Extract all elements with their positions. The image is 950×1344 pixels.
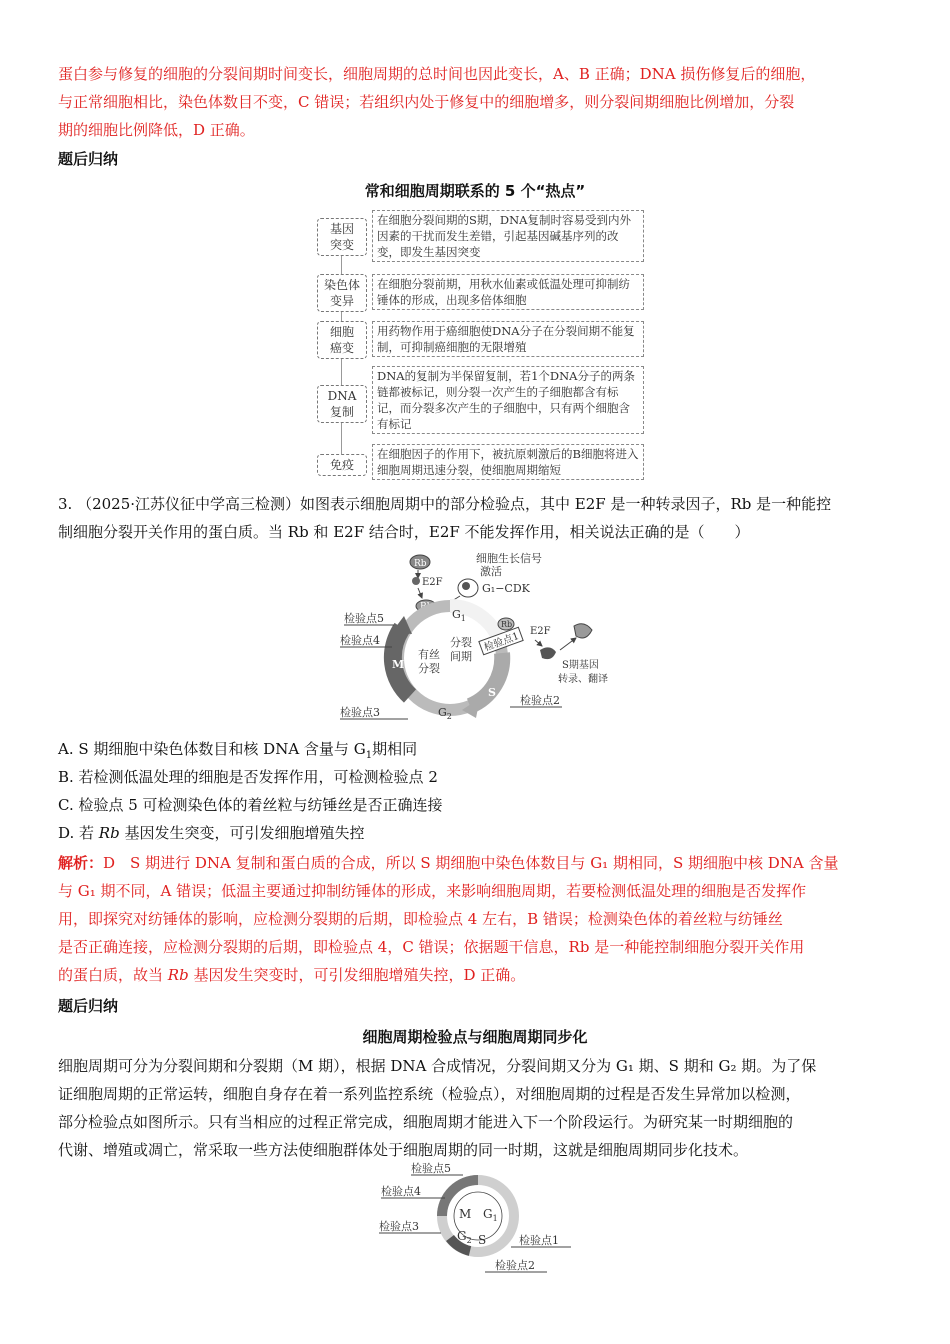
question-stem xyxy=(58,490,892,546)
e2f-label-top: E2F xyxy=(422,577,443,588)
summary-heading-1: 题后归纳 xyxy=(58,150,119,168)
cell-cycle-checkpoint-figure xyxy=(330,548,630,726)
analysis-line-3: 用，即探究对纺锤体的影响，应检测分裂期的后期，即检验点 4 左右，B 错误；检测染色体的着丝粒与纺锤丝 xyxy=(58,910,783,928)
intro-analysis xyxy=(58,60,892,144)
hotspot-key-chromosome-variation xyxy=(317,274,367,312)
s-label: S xyxy=(478,1233,487,1247)
summary-heading-2: 题后归纳 xyxy=(58,997,119,1015)
hotspot-key-line: 细胞 xyxy=(329,325,354,339)
option-c[interactable]: C. 检验点 5 可检测染色体的着丝粒与纺锤丝是否正确连接 xyxy=(58,796,443,814)
s-phase-arc xyxy=(470,653,502,706)
sync-line-4: 代谢、增殖或凋亡，常采取一些方法使细胞群体处于细胞周期的同一时期，这就是细胞周期同步化技术。 xyxy=(58,1141,749,1159)
question-line-1: 3. （2025·江苏仪征中学高三检测）如图表示细胞周期中的部分检验点，其中 E2F 是一种转录因子，Rb 是一种能控 xyxy=(58,495,832,513)
option-d-text: D. 若 xyxy=(58,824,99,842)
hotspot-text-chromosome-variation: 在细胞分裂前期，用秋水仙素或低温处理可抑制纺锤体的形成，出现多倍体细胞 xyxy=(372,274,644,310)
rb-label-complex: Rb xyxy=(420,602,433,612)
g2-label: $G_2$ xyxy=(457,1229,472,1245)
analysis-text: 的蛋白质，故当 xyxy=(58,966,168,984)
s-gene-label-2: 转录、翻译 xyxy=(558,674,608,685)
mitosis-label-2: 分裂 xyxy=(418,662,440,675)
checkpoint2-label: 检验点2 xyxy=(520,694,560,707)
hotspot-title: 常和细胞周期联系的 5 个“热点” xyxy=(364,182,586,200)
sync-paragraph xyxy=(58,1052,892,1164)
option-d-text-end: 基因发生突变，可引发细胞增殖失控 xyxy=(119,824,365,842)
hotspot-key-dna-replication xyxy=(317,385,367,423)
m-label: M xyxy=(459,1207,472,1221)
rb-label-top: Rb xyxy=(414,559,427,569)
hotspot-key-line: 突变 xyxy=(329,238,354,252)
analysis-label: 解析： xyxy=(58,854,104,872)
g1-label: $G_1$ xyxy=(483,1207,498,1223)
hotspot-key-line: 变异 xyxy=(329,294,354,308)
checkpoint1-label: 检验点1 xyxy=(482,630,521,654)
analysis-line-5 xyxy=(58,961,892,989)
e2f-dot xyxy=(412,577,420,585)
analysis-text: D S 期进行 DNA 复制和蛋白质的合成，所以 S 期细胞中染色体数目与 G₁ 期相同，S 期细胞中核 DNA 含量 xyxy=(103,854,839,872)
analysis-line-2: 与 G₁ 期不同，A 错误；低温主要通过抑制纺锤体的形成，来影响细胞周期，若要检测低温处理的细胞是否发挥作 xyxy=(58,882,807,900)
g2-label: $G_2$ xyxy=(438,706,452,721)
mitosis-label-1: 有丝 xyxy=(418,648,440,661)
s-phase-label: S xyxy=(488,686,496,699)
question-line-2: 制细胞分裂开关作用的蛋白质。当 Rb 和 E2F 结合时，E2F 不能发挥作用，相关说法正确的是（ ） xyxy=(58,523,750,541)
hotspot-key-line: 癌变 xyxy=(329,341,354,355)
g1-label: $G_1$ xyxy=(452,608,466,623)
interphase-label-2: 间期 xyxy=(450,650,472,663)
hotspot-text-gene-mutation: 在细胞分裂间期的S期，DNA复制时容易受到内外因素的干扰而发生差错，引起基因碱基序列的改变，即发生基因突变 xyxy=(372,210,644,262)
sync-line-2: 证细胞周期的正常运转，细胞自身存在着一系列监控系统（检验点），对细胞周期的过程是否发生异常加以检测， xyxy=(58,1085,801,1103)
cdk-dot xyxy=(462,582,470,590)
arrow xyxy=(535,640,542,646)
protein-product-shape xyxy=(574,624,592,638)
arrow xyxy=(418,588,422,598)
checkpoint4-label: 检验点4 xyxy=(381,1185,421,1198)
hotspot-key-line: 染色体 xyxy=(323,278,360,292)
arrow xyxy=(560,638,576,650)
s-gene-label-1: S期基因 xyxy=(562,660,599,671)
hotspot-key-line: 免疫 xyxy=(329,458,354,472)
checkpoint1-label: 检验点1 xyxy=(519,1234,559,1247)
hotspot-figure xyxy=(312,208,642,483)
checkpoint5-label: 检验点5 xyxy=(344,612,384,625)
e2f-label-right: E2F xyxy=(530,626,551,637)
m-phase-label: M xyxy=(392,658,405,671)
activation-label: 激活 xyxy=(480,565,502,578)
interphase-label-1: 分裂 xyxy=(450,636,472,649)
checkpoint3-label: 检验点3 xyxy=(340,706,380,719)
hotspot-key-immunity xyxy=(317,454,367,476)
option-d-gene: Rb xyxy=(98,824,120,842)
hotspot-text-cancer: 用药物作用于癌细胞使DNA分子在分裂间期不能复制，可抑制癌细胞的无限增殖 xyxy=(372,321,644,357)
intro-line-3: 期的细胞比例降低，D 正确。 xyxy=(58,121,255,139)
sync-line-1: 细胞周期可分为分裂间期和分裂期（M 期），根据 DNA 合成情况，分裂间期又分为 G₁ 期、S 期和 G₂ 期。为了保 xyxy=(58,1057,817,1075)
intro-line-2: 与正常细胞相比，染色体数目不变，C 错误；若组织内处于修复中的细胞增多，则分裂间期细胞比例增加，分裂 xyxy=(58,93,795,111)
analysis-text-end: 基因发生突变时，可引发细胞增殖失控，D 正确。 xyxy=(188,966,526,984)
analysis-line-4: 是否正确连接，应检测分裂期的后期，即检验点 4，C 错误；依据题干信息，Rb 是一种能控制细胞分裂开关作用 xyxy=(58,938,805,956)
option-d[interactable] xyxy=(58,819,364,847)
hotspot-key-line: DNA xyxy=(327,389,357,403)
growth-signal-label: 细胞生长信号 xyxy=(476,552,542,565)
hotspot-key-gene-mutation xyxy=(317,218,367,256)
option-a-subscript: 1 xyxy=(365,750,373,761)
hotspot-text-dna-replication: DNA的复制为半保留复制，若1个DNA分子的两条链都被标记，则分裂一次产生的子细胞都含有标记，而分裂多次产生的子细胞中，只有两个细胞含有标记 xyxy=(372,366,644,434)
dna-complex-shape xyxy=(540,647,556,659)
option-a-text-end: 期相同 xyxy=(372,740,418,758)
hotspot-key-line: 复制 xyxy=(329,405,354,419)
hotspot-text-immunity: 在细胞因子的作用下，被抗原刺激后的B细胞将进入细胞周期迅速分裂，使细胞周期缩短 xyxy=(372,444,644,480)
analysis-line-1 xyxy=(58,849,892,877)
sync-title: 细胞周期检验点与细胞周期同步化 xyxy=(362,1028,588,1046)
checkpoint2-label: 检验点2 xyxy=(495,1259,535,1272)
analysis-block xyxy=(58,849,892,989)
g1-cdk-label: G₁−CDK xyxy=(482,582,530,595)
intro-line-1: 蛋白参与修复的细胞的分裂间期时间变长，细胞周期的总时间也因此变长，A、B 正确；DNA 损伤修复后的细胞， xyxy=(58,65,816,83)
rb-label-right: Rb xyxy=(501,620,513,629)
checkpoint5-label: 检验点5 xyxy=(411,1162,451,1175)
checkpoint4-label: 检验点4 xyxy=(340,634,380,647)
option-a-text: A. S 期细胞中染色体数目和核 DNA 含量与 G xyxy=(58,740,366,758)
checkpoint-ring-figure xyxy=(375,1158,575,1278)
hotspot-key-line: 基因 xyxy=(329,222,354,236)
analysis-gene: Rb xyxy=(167,966,189,984)
option-b[interactable]: B. 若检测低温处理的细胞是否发挥作用，可检测检验点 2 xyxy=(58,768,438,786)
sync-line-3: 部分检验点如图所示。只有当相应的过程正常完成，细胞周期才能进入下一个阶段运行。为研究某一时期细胞的 xyxy=(58,1113,794,1131)
hotspot-key-cancer xyxy=(317,321,367,359)
checkpoint3-label: 检验点3 xyxy=(379,1220,419,1233)
